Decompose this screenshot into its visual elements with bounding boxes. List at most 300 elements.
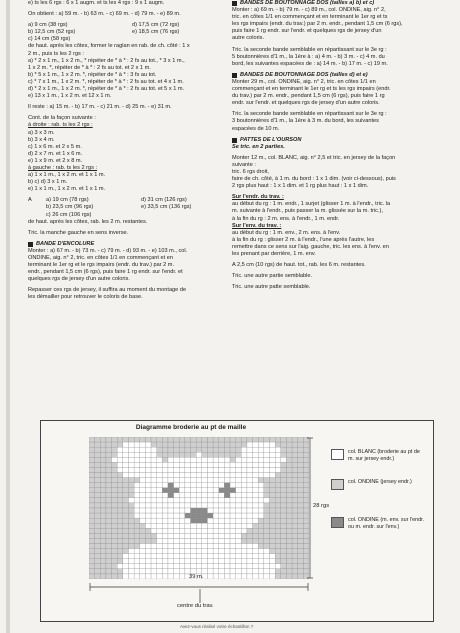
stitch-cell xyxy=(106,452,112,457)
stitch-cell xyxy=(236,498,242,503)
stitch-cell xyxy=(100,533,106,538)
stitch-cell xyxy=(258,538,264,543)
stitch-cell xyxy=(219,559,225,564)
stitch-cell xyxy=(196,442,202,447)
stitch-cell xyxy=(117,442,123,447)
stitch-cell xyxy=(145,442,151,447)
stitch-cell xyxy=(292,549,298,554)
stitch-cell xyxy=(286,569,292,574)
square-bullet-icon xyxy=(28,242,33,247)
stitch-cell xyxy=(157,554,163,559)
stitch-cell xyxy=(213,473,219,478)
stitch-cell xyxy=(117,498,123,503)
stitch-cell xyxy=(264,554,270,559)
stitch-cell xyxy=(219,538,225,543)
stitch-cell xyxy=(157,528,163,533)
stitch-cell xyxy=(224,442,230,447)
stitch-cell xyxy=(89,508,95,513)
stitch-cell xyxy=(264,488,270,493)
stitch-cell xyxy=(95,533,101,538)
stitch-cell xyxy=(219,488,225,493)
stitch-cell xyxy=(247,569,253,574)
stitch-cell xyxy=(185,473,191,478)
stitch-cell xyxy=(123,508,129,513)
stitch-cell xyxy=(196,538,202,543)
stitch-cell xyxy=(89,518,95,523)
stitch-cell xyxy=(89,549,95,554)
section-title: PATTES DE L'OURSON xyxy=(240,136,302,143)
stitch-cell xyxy=(247,544,253,549)
stitch-cell xyxy=(253,447,259,452)
stitch-cell xyxy=(275,462,281,467)
stitch-cell xyxy=(191,528,197,533)
stitch-cell xyxy=(230,533,236,538)
stitch-cell xyxy=(123,513,129,518)
text-line: 5 boutonnières d'1 m., la 1ère à : a) 4 m. - b) 3 m. - c) 4 m. du xyxy=(232,53,385,60)
stitch-cell xyxy=(241,518,247,523)
stitch-cell xyxy=(207,574,213,579)
stitch-cell xyxy=(298,473,304,478)
stitch-cell xyxy=(151,538,157,543)
stitch-cell xyxy=(89,574,95,579)
stitch-cell xyxy=(157,513,163,518)
stitch-cell xyxy=(264,528,270,533)
stitch-cell xyxy=(196,462,202,467)
text-line: 2 m., puis ts les 2 rgs : xyxy=(28,50,84,57)
stitch-cell xyxy=(191,518,197,523)
stitch-cell xyxy=(286,574,292,579)
stitch-cell xyxy=(128,523,134,528)
stitch-cell xyxy=(89,564,95,569)
stitch-cell xyxy=(292,559,298,564)
stitch-cell xyxy=(168,503,174,508)
stitch-cell xyxy=(202,478,208,483)
stitch-cell xyxy=(89,483,95,488)
stitch-cell xyxy=(151,518,157,523)
stitch-cell xyxy=(128,528,134,533)
stitch-cell xyxy=(174,523,180,528)
stitch-cell xyxy=(224,488,230,493)
stitch-cell xyxy=(128,574,134,579)
stitch-cell xyxy=(112,538,118,543)
stitch-cell xyxy=(157,518,163,523)
stitch-cell xyxy=(202,508,208,513)
embroidery-diagram xyxy=(40,420,434,622)
stitch-cell xyxy=(264,452,270,457)
stitch-cell xyxy=(230,513,236,518)
stitch-cell xyxy=(140,437,146,442)
stitch-cell xyxy=(100,488,106,493)
stitch-cell xyxy=(213,498,219,503)
stitch-cell xyxy=(117,544,123,549)
stitch-cell xyxy=(134,447,140,452)
stitch-cell xyxy=(123,467,129,472)
stitch-cell xyxy=(89,533,95,538)
stitch-cell xyxy=(151,483,157,488)
stitch-cell xyxy=(264,437,270,442)
stitch-cell xyxy=(145,488,151,493)
stitch-cell xyxy=(151,544,157,549)
stitch-cell xyxy=(117,473,123,478)
stitch-cell xyxy=(241,473,247,478)
stitch-cell xyxy=(106,467,112,472)
stitch-cell xyxy=(151,442,157,447)
stitch-cell xyxy=(264,513,270,518)
text-line: de haut. après les côtes, former le raglan en rab. de ch. côté : 1 x xyxy=(28,43,190,50)
stitch-cell xyxy=(241,559,247,564)
stitch-cell xyxy=(117,574,123,579)
stitch-cell xyxy=(258,473,264,478)
stitch-cell xyxy=(191,483,197,488)
center-arrow-icon xyxy=(197,589,203,603)
stitch-cell xyxy=(157,569,163,574)
stitch-cell xyxy=(207,513,213,518)
stitch-cell xyxy=(292,467,298,472)
stitch-cell xyxy=(292,503,298,508)
stitch-cell xyxy=(89,528,95,533)
stitch-cell xyxy=(213,442,219,447)
stitch-cell xyxy=(140,478,146,483)
stitch-cell xyxy=(151,452,157,457)
stitch-cell xyxy=(281,559,287,564)
stitch-cell xyxy=(281,478,287,483)
stitch-cell xyxy=(258,574,264,579)
stitch-cell xyxy=(106,569,112,574)
stitch-cell xyxy=(281,462,287,467)
stitch-cell xyxy=(292,462,298,467)
stitch-cell xyxy=(298,533,304,538)
stitch-cell xyxy=(230,518,236,523)
stitch-cell xyxy=(219,457,225,462)
stitch-cell xyxy=(281,467,287,472)
stitch-cell xyxy=(140,513,146,518)
stitch-cell xyxy=(286,518,292,523)
stitch-cell xyxy=(100,508,106,513)
stitch-cell xyxy=(179,437,185,442)
stitch-cell xyxy=(151,503,157,508)
stitch-cell xyxy=(292,478,298,483)
stitch-cell xyxy=(174,447,180,452)
stitch-cell xyxy=(275,544,281,549)
stitch-cell xyxy=(179,513,185,518)
stitch-cell xyxy=(202,467,208,472)
stitch-cell xyxy=(202,447,208,452)
stitch-cell xyxy=(157,478,163,483)
stitch-cell xyxy=(123,518,129,523)
stitch-cell xyxy=(179,518,185,523)
stitch-cell xyxy=(247,574,253,579)
stitch-cell xyxy=(264,462,270,467)
stitch-cell xyxy=(241,513,247,518)
stitch-cell xyxy=(236,467,242,472)
stitch-cell xyxy=(241,452,247,457)
stitch-cell xyxy=(236,549,242,554)
stitch-cell xyxy=(247,498,253,503)
stitch-cell xyxy=(151,569,157,574)
text-line: d) 2 x 7 m. et 1 x 6 m. xyxy=(28,150,83,157)
stitch-cell xyxy=(162,549,168,554)
stitch-cell xyxy=(117,528,123,533)
stitch-cell xyxy=(179,442,185,447)
stitch-cell xyxy=(100,462,106,467)
stitch-cell xyxy=(247,467,253,472)
stitch-cell xyxy=(196,447,202,452)
stitch-cell xyxy=(253,549,259,554)
stitch-cell xyxy=(134,549,140,554)
stitch-cell xyxy=(275,533,281,538)
stitch-cell xyxy=(196,518,202,523)
stitch-cell xyxy=(145,498,151,503)
text-line: quelques rgs de jersey d'un autre coloris. xyxy=(28,276,130,283)
stitch-cell xyxy=(117,513,123,518)
legend-item xyxy=(331,517,426,530)
stitch-cell xyxy=(253,457,259,462)
stitch-cell xyxy=(128,569,134,574)
stitch-cell xyxy=(106,518,112,523)
legend-item xyxy=(331,479,426,490)
stitch-cell xyxy=(292,523,298,528)
stitch-cell xyxy=(179,544,185,549)
stitch-cell xyxy=(236,478,242,483)
stitch-cell xyxy=(123,544,129,549)
stitch-cell xyxy=(162,488,168,493)
stitch-cell xyxy=(286,503,292,508)
stitch-cell xyxy=(298,452,304,457)
stitch-cell xyxy=(253,437,259,442)
stitch-cell xyxy=(213,457,219,462)
stitch-cell xyxy=(298,478,304,483)
stitch-cell xyxy=(134,437,140,442)
stitch-cell xyxy=(89,447,95,452)
stitch-cell xyxy=(123,478,129,483)
stitch-cell xyxy=(241,523,247,528)
stitch-cell xyxy=(95,478,101,483)
stitch-cell xyxy=(236,528,242,533)
stitch-cell xyxy=(112,447,118,452)
stitch-cell xyxy=(202,503,208,508)
stitch-cell xyxy=(123,483,129,488)
stitch-cell xyxy=(219,452,225,457)
stitch-cell xyxy=(253,498,259,503)
stitch-cell xyxy=(151,462,157,467)
stitch-cell xyxy=(275,574,281,579)
stitch-cell xyxy=(185,544,191,549)
size-entry: a) 19 cm (78 rgs) xyxy=(46,197,89,204)
stitch-cell xyxy=(157,467,163,472)
stitch-cell xyxy=(298,437,304,442)
stitch-cell xyxy=(219,569,225,574)
stitch-cell xyxy=(281,564,287,569)
stitch-cell xyxy=(207,533,213,538)
stitch-cell xyxy=(236,533,242,538)
stitch-cell xyxy=(191,473,197,478)
stitch-cell xyxy=(270,544,276,549)
width-measure: 39 m. xyxy=(189,574,204,580)
text-line: 3 boutonnières d'1 m., la 1ère à 3 m. du bord, les suivantes xyxy=(232,118,379,125)
stitch-cell xyxy=(168,478,174,483)
stitch-cell xyxy=(286,523,292,528)
stitch-cell xyxy=(128,457,134,462)
stitch-cell xyxy=(106,447,112,452)
stitch-cell xyxy=(241,442,247,447)
stitch-cell xyxy=(185,508,191,513)
stitch-cell xyxy=(207,462,213,467)
stitch-cell xyxy=(95,549,101,554)
stitch-cell xyxy=(247,533,253,538)
stitch-cell xyxy=(241,554,247,559)
stitch-cell xyxy=(106,544,112,549)
stitch-cell xyxy=(117,488,123,493)
stitch-cell xyxy=(117,508,123,513)
text-line: les démailler pour retrouver le coloris de base. xyxy=(28,294,143,301)
text-line: suivante : xyxy=(232,161,256,168)
stitch-cell xyxy=(298,574,304,579)
text-line: à la fin du rg : glisser 2 m. à l'endr., l'une après l'autre, les xyxy=(232,236,375,243)
stitch-cell xyxy=(106,503,112,508)
stitch-cell xyxy=(247,442,253,447)
stitch-cell xyxy=(224,533,230,538)
stitch-cell xyxy=(95,554,101,559)
stitch-cell xyxy=(241,488,247,493)
stitch-cell xyxy=(196,473,202,478)
stitch-cell xyxy=(162,533,168,538)
stitch-cell xyxy=(264,549,270,554)
text-line: 2 rgs plus haut : 1 x 1 dim. et 1 rg plus haut : 1 x 1 dim. xyxy=(232,183,369,190)
stitch-cell xyxy=(95,447,101,452)
stitch-cell xyxy=(100,538,106,543)
stitch-cell xyxy=(270,549,276,554)
stitch-cell xyxy=(213,544,219,549)
stitch-cell xyxy=(145,503,151,508)
stitch-cell xyxy=(281,483,287,488)
text-line: Tric. la seconde bande semblable en répartissant sur le 3e rg : xyxy=(232,46,387,53)
stitch-cell xyxy=(168,467,174,472)
stitch-cell xyxy=(134,452,140,457)
stitch-cell xyxy=(89,488,95,493)
stitch-cell xyxy=(106,498,112,503)
stitch-cell xyxy=(134,544,140,549)
stitch-cell xyxy=(213,564,219,569)
stitch-cell xyxy=(230,569,236,574)
stitch-cell xyxy=(145,544,151,549)
stitch-cell xyxy=(230,538,236,543)
stitch-cell xyxy=(219,528,225,533)
stitch-cell xyxy=(95,483,101,488)
stitch-cell xyxy=(168,473,174,478)
stitch-cell xyxy=(157,564,163,569)
stitch-cell xyxy=(286,533,292,538)
stitch-cell xyxy=(174,533,180,538)
stitch-cell xyxy=(207,457,213,462)
text-line: d) * 2 x 1 m., 1 x 2 m. *, répéter de * à * : 2 fs au tot. et 5 x 1 m. xyxy=(28,86,185,93)
stitch-cell xyxy=(196,503,202,508)
stitch-cell xyxy=(253,518,259,523)
stitch-cell xyxy=(89,538,95,543)
stitch-cell xyxy=(117,518,123,523)
stitch-cell xyxy=(191,554,197,559)
stitch-cell xyxy=(179,564,185,569)
stitch-cell xyxy=(236,544,242,549)
text-line: commençant et en terminant le 1er rg et ts les rgs impairs (endr. xyxy=(232,86,391,93)
stitch-cell xyxy=(298,447,304,452)
stitch-cell xyxy=(292,518,298,523)
stitch-cell xyxy=(95,528,101,533)
stitch-cell xyxy=(275,498,281,503)
stitch-cell xyxy=(292,544,298,549)
stitch-cell xyxy=(140,462,146,467)
stitch-cell xyxy=(140,533,146,538)
stitch-cell xyxy=(286,554,292,559)
text-line: au début du rg : 1 m. endr., 1 surjet (glisser 1 m. à l'endr., tric. la xyxy=(232,201,391,208)
stitch-cell xyxy=(117,564,123,569)
stitch-cell xyxy=(264,533,270,538)
stitch-cell xyxy=(95,518,101,523)
stitch-cell xyxy=(191,508,197,513)
text-line: tric. en côtes 1/1 en commençant et en terminant le 1er rg et ts xyxy=(232,14,388,21)
stitch-cell xyxy=(281,544,287,549)
stitch-cell xyxy=(151,508,157,513)
stitch-cell xyxy=(270,478,276,483)
stitch-cell xyxy=(151,574,157,579)
stitch-cell xyxy=(95,452,101,457)
stitch-cell xyxy=(128,473,134,478)
stitch-cell xyxy=(230,467,236,472)
stitch-cell xyxy=(145,569,151,574)
stitch-cell xyxy=(213,447,219,452)
stitch-cell xyxy=(95,564,101,569)
stitch-cell xyxy=(298,518,304,523)
stitch-cell xyxy=(174,452,180,457)
stitch-cell xyxy=(100,574,106,579)
stitch-cell xyxy=(157,442,163,447)
stitch-cell xyxy=(145,528,151,533)
stitch-cell xyxy=(253,503,259,508)
stitch-cell xyxy=(185,523,191,528)
stitch-cell xyxy=(140,447,146,452)
section-heading xyxy=(232,72,432,79)
text-line: les rgs impairs (endr. du trav.) par 2 m. endr., pendant 1,5 cm (6 rgs), xyxy=(232,21,403,28)
stitch-cell xyxy=(219,447,225,452)
stitch-cell xyxy=(100,549,106,554)
stitch-cell xyxy=(241,467,247,472)
stitch-cell xyxy=(281,488,287,493)
stitch-cell xyxy=(264,467,270,472)
stitch-cell xyxy=(162,473,168,478)
stitch-cell xyxy=(128,462,134,467)
stitch-cell xyxy=(230,437,236,442)
stitch-cell xyxy=(264,564,270,569)
text-line: Tric. une autre patte semblable. xyxy=(232,284,311,291)
stitch-cell xyxy=(117,462,123,467)
stitch-cell xyxy=(224,493,230,498)
stitch-cell xyxy=(241,549,247,554)
stitch-cell xyxy=(185,528,191,533)
stitch-cell xyxy=(95,488,101,493)
diagram-title: Diagramme broderie au pt de maille xyxy=(135,424,247,431)
stitch-cell xyxy=(270,452,276,457)
stitch-cell xyxy=(151,528,157,533)
stitch-cell xyxy=(270,483,276,488)
stitch-cell xyxy=(236,503,242,508)
stitch-cell xyxy=(213,478,219,483)
stitch-cell xyxy=(191,513,197,518)
stitch-cell xyxy=(112,488,118,493)
text-line: a) 3 x 3 m. xyxy=(28,129,55,136)
stitch-chart xyxy=(89,437,309,579)
stitch-cell xyxy=(275,452,281,457)
text-line: e) 1 x 9 m. et 2 x 8 m. xyxy=(28,157,83,164)
stitch-cell xyxy=(213,574,219,579)
